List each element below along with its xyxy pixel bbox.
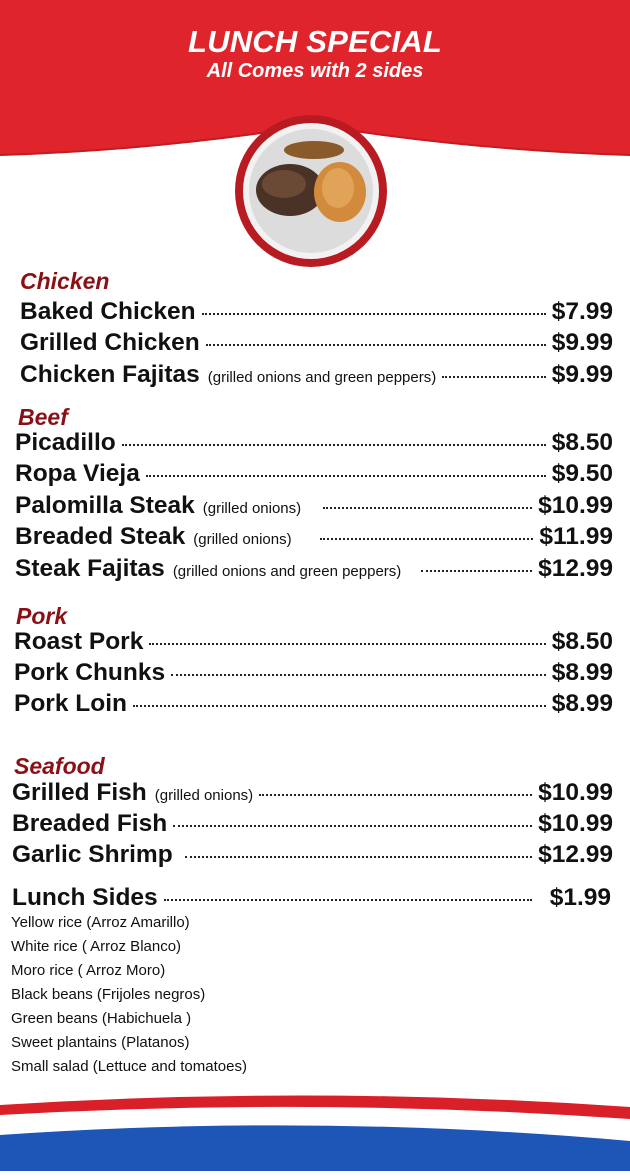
footer-swoosh [0, 1085, 630, 1171]
menu-item-palomilla-steak [15, 492, 613, 520]
menu-item-roast-pork [14, 628, 613, 656]
item-price: $8.50 [551, 429, 613, 456]
section-title-chicken: Chicken [20, 268, 110, 294]
section-title-pork: Pork [16, 603, 68, 629]
dot-leader [164, 898, 532, 901]
section-title-beef: Beef [18, 404, 68, 430]
item-name: Picadillo [15, 429, 116, 456]
menu-item-picadillo [15, 429, 613, 457]
side-item: Moro rice ( Arroz Moro) [11, 962, 166, 979]
item-name: Grilled Chicken [20, 329, 200, 356]
menu-item-grilled-fish [12, 779, 613, 807]
item-price: $8.50 [551, 628, 613, 655]
menu-subtitle: All Comes with 2 sides [206, 60, 424, 82]
menu-item-garlic-shrimp [12, 841, 613, 869]
item-note: (grilled onions) [193, 531, 292, 548]
menu-item-grilled-chicken [20, 329, 613, 357]
item-price: $11.99 [539, 523, 613, 550]
dot-leader [202, 312, 546, 315]
dot-leader [421, 569, 532, 572]
menu-item-chicken-fajitas [20, 361, 613, 389]
item-name: Ropa Vieja [15, 460, 140, 487]
item-name: Grilled Fish [12, 779, 147, 806]
menu-title: LUNCH SPECIAL [187, 24, 443, 59]
item-price: $12.99 [538, 555, 613, 582]
menu-item-baked-chicken [20, 298, 613, 326]
item-price: $7.99 [551, 298, 613, 325]
side-item: Green beans (Habichuela ) [11, 1010, 192, 1027]
dot-leader [146, 474, 546, 477]
lunch-sides-title: Lunch Sides [12, 884, 158, 911]
item-price: $10.99 [538, 810, 613, 837]
item-name: Roast Pork [14, 628, 144, 655]
item-name: Palomilla Steak [15, 492, 195, 519]
item-price: $8.99 [551, 690, 613, 717]
item-price: $8.99 [551, 659, 613, 686]
menu-item-ropa-vieja [15, 460, 613, 488]
item-name: Pork Chunks [14, 659, 166, 686]
dot-leader [133, 704, 546, 707]
item-note: (grilled onions) [202, 500, 302, 517]
dot-leader [442, 375, 545, 378]
menu-item-breaded-fish [12, 810, 613, 838]
dot-leader [323, 506, 532, 509]
dot-leader [320, 537, 534, 540]
item-price: $10.99 [538, 779, 613, 806]
item-price: $9.99 [551, 361, 613, 388]
side-item: Black beans (Frijoles negros) [11, 986, 206, 1003]
side-item: Sweet plantains (Platanos) [11, 1034, 190, 1051]
lunch-sides-header [12, 884, 611, 912]
dot-leader [171, 673, 546, 676]
lunch-sides-price: $1.99 [549, 884, 611, 911]
item-price: $12.99 [538, 841, 613, 868]
item-name: Breaded Steak [15, 523, 186, 550]
item-name: Breaded Fish [12, 810, 168, 837]
menu-item-pork-loin [14, 690, 613, 718]
item-name: Chicken Fajitas [20, 361, 200, 388]
side-item: Small salad (Lettuce and tomatoes) [11, 1058, 247, 1075]
menu-item-steak-fajitas [15, 555, 613, 583]
dot-leader [206, 343, 546, 346]
side-item: Yellow rice (Arroz Amarillo) [11, 914, 190, 931]
item-price: $9.50 [551, 460, 613, 487]
side-item: White rice ( Arroz Blanco) [11, 938, 182, 955]
dot-leader [173, 824, 532, 827]
menu-item-breaded-steak [15, 523, 613, 551]
dot-leader [185, 855, 532, 858]
item-note: (grilled onions and green peppers) [207, 369, 437, 386]
item-name: Garlic Shrimp [12, 841, 173, 868]
item-price: $10.99 [538, 492, 613, 519]
item-price: $9.99 [551, 329, 613, 356]
item-name: Baked Chicken [20, 298, 196, 325]
dot-leader [259, 793, 532, 796]
item-name: Steak Fajitas [15, 555, 165, 582]
section-title-seafood: Seafood [14, 753, 105, 779]
dot-leader [149, 642, 545, 645]
dot-leader [122, 443, 546, 446]
item-note: (grilled onions and green peppers) [172, 563, 402, 580]
item-name: Pork Loin [14, 690, 127, 717]
item-note: (grilled onions) [154, 787, 254, 804]
menu-item-pork-chunks [14, 659, 613, 687]
